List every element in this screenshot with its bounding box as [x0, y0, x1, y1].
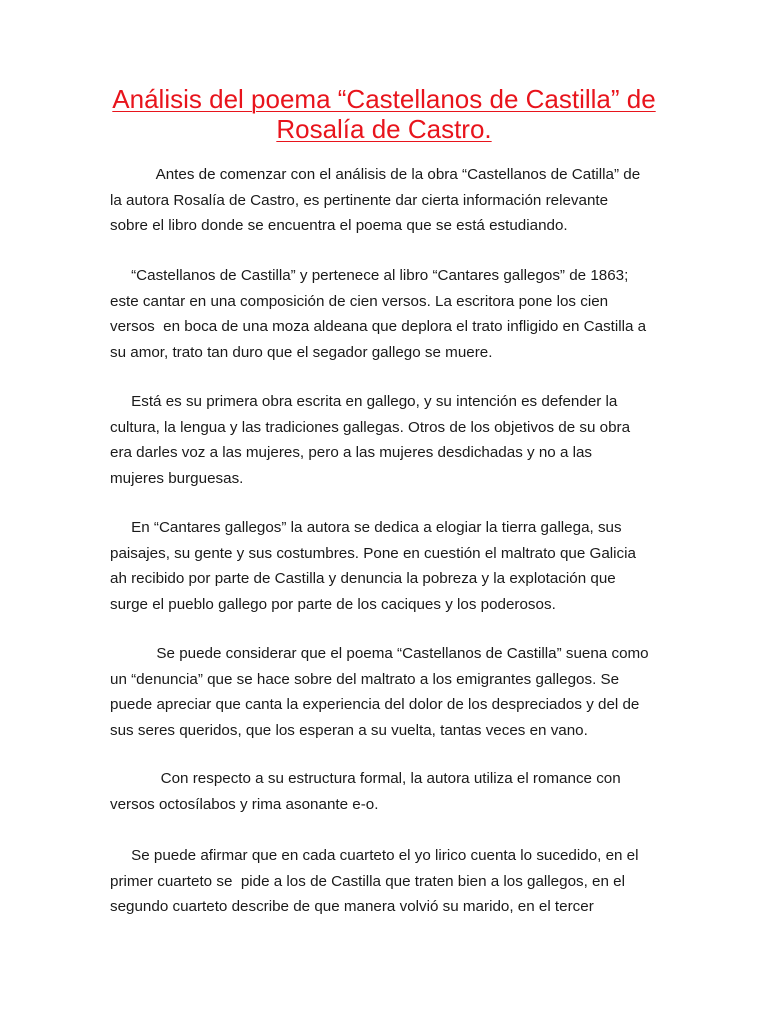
title-line-1: Análisis del poema “Castellanos de Castilla” de — [112, 84, 656, 114]
paragraph-line: Con respecto a su estructura formal, la autora utiliza el romance con — [110, 770, 621, 787]
paragraph-2 — [110, 263, 670, 365]
paragraph-line: paisajes, su gente y sus costumbres. Pone en cuestión el maltrato que Galicia — [110, 544, 636, 562]
paragraph-6 — [110, 766, 670, 817]
paragraph-1 — [110, 162, 670, 239]
paragraph-5 — [110, 641, 670, 743]
paragraph-line: segundo cuarteto describe de que manera volvió su marido, en el tercer — [110, 898, 594, 916]
paragraph-line: era darles voz a las mujeres, pero a las mujeres desdichadas y no a las — [110, 444, 593, 462]
paragraph-line: este cantar en una composición de cien versos. La escritora pone los cien — [110, 292, 609, 310]
paragraph-line: un “denuncia” que se hace sobre del maltrato a los emigrantes gallegos. Se — [110, 670, 620, 688]
paragraph-line: “Castellanos de Castilla” y pertenece al libro “Cantares gallegos” de 1863; — [110, 267, 629, 284]
document-title — [96, 84, 672, 144]
paragraph-line: versos en boca de una moza aldeana que deplora el trato infligido en Castilla a — [110, 318, 647, 336]
paragraph-line: ah recibido por parte de Castilla y denuncia la pobreza y la explotación que — [110, 570, 616, 588]
paragraph-line: Se puede afirmar que en cada cuarteto el yo lirico cuenta lo sucedido, en el — [110, 847, 639, 864]
paragraph-line: versos octosílabos y rima asonante e-o. — [110, 795, 379, 813]
paragraph-line: puede apreciar que canta la experiencia del dolor de los despreciados y del de — [110, 696, 640, 714]
paragraph-4 — [110, 515, 670, 617]
paragraph-line: mujeres burguesas. — [110, 469, 244, 487]
title-line-2: Rosalía de Castro. — [276, 114, 492, 144]
paragraph-line: su amor, trato tan duro que el segador gallego se muere. — [110, 343, 493, 361]
paragraph-line: sus seres queridos, que los esperan a su vuelta, tantas veces en vano. — [110, 721, 588, 739]
paragraph-7 — [110, 843, 670, 920]
paragraph-line: la autora Rosalía de Castro, es pertinente dar cierta información relevante — [110, 191, 609, 209]
paragraph-line: Antes de comenzar con el análisis de la obra “Castellanos de Catilla” de — [110, 166, 641, 183]
paragraph-3 — [110, 389, 670, 491]
paragraph-line: surge el pueblo gallego por parte de los caciques y los poderosos. — [110, 595, 556, 613]
paragraph-line: Está es su primera obra escrita en gallego, y su intención es defender la — [110, 393, 618, 410]
paragraph-line: Se puede considerar que el poema “Castellanos de Castilla” suena como — [110, 645, 649, 662]
paragraph-line: sobre el libro donde se encuentra el poema que se está estudiando. — [110, 217, 568, 235]
paragraph-line: cultura, la lengua y las tradiciones gallegas. Otros de los objetivos de su obra — [110, 418, 631, 436]
paragraph-line: primer cuarteto se pide a los de Castilla que traten bien a los gallegos, en el — [110, 872, 625, 890]
paragraph-line: En “Cantares gallegos” la autora se dedica a elogiar la tierra gallega, sus — [110, 519, 622, 536]
